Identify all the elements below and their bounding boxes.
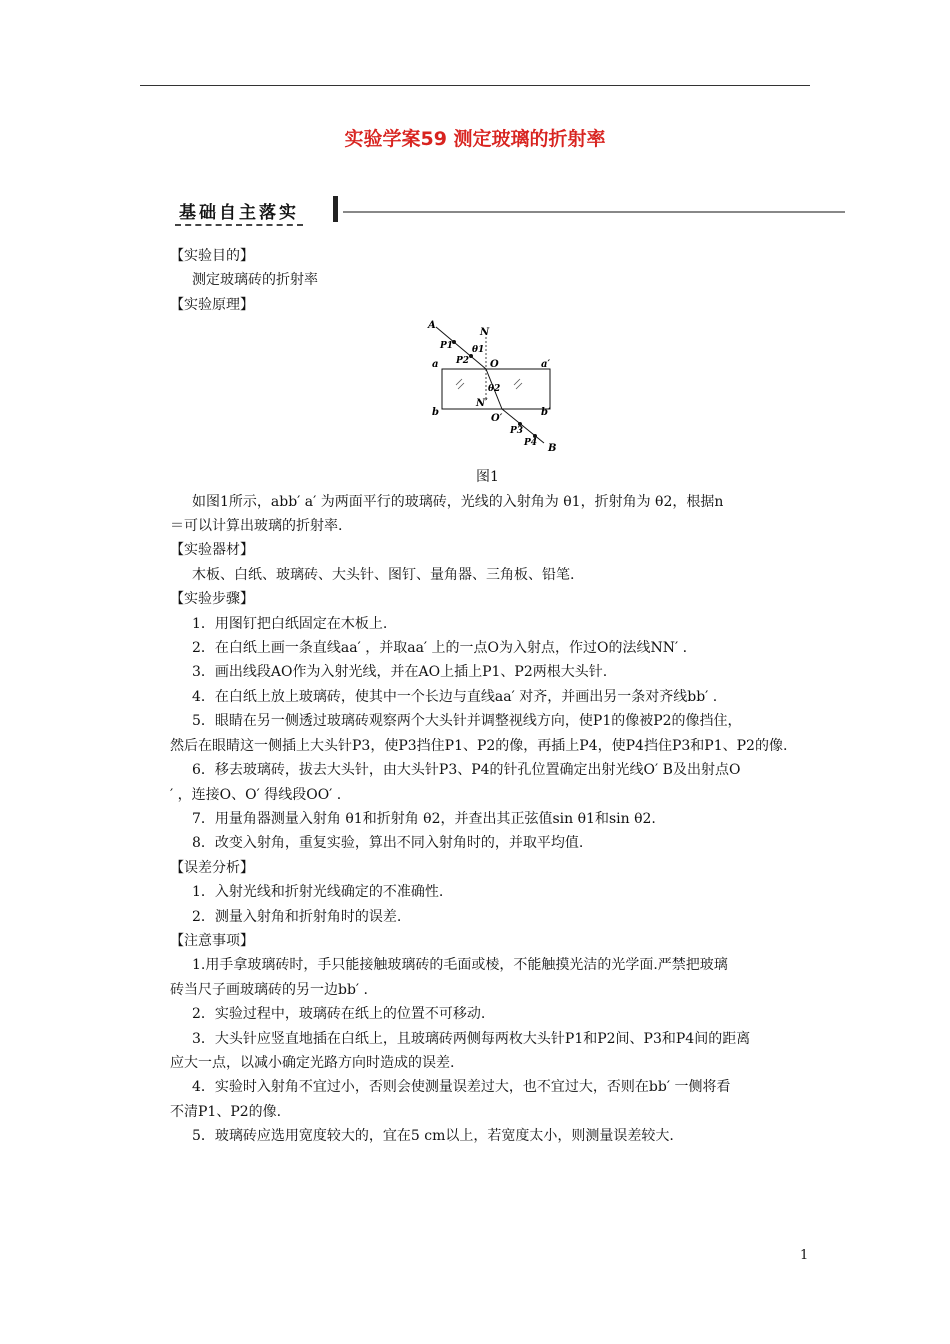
section-banner xyxy=(175,194,845,226)
page-number: 1 xyxy=(800,1248,809,1263)
step-line: 4．在白纸上放上玻璃砖，使其中一个长边与直线aa′ 对齐，并画出另一条对齐线bb′ . xyxy=(192,688,718,705)
error-line: 1．入射光线和折射光线确定的不准确性. xyxy=(192,884,444,901)
label-a-prime: a′ xyxy=(541,359,551,371)
materials-heading: 【实验器材】 xyxy=(170,542,254,559)
label-theta2: θ2 xyxy=(488,384,501,395)
note-line: 砖当尺子画玻璃砖的另一边bb′ . xyxy=(170,981,369,998)
principle-text-2: ＝可以计算出玻璃的折射率. xyxy=(170,518,343,535)
section-bar xyxy=(333,196,338,222)
note-line: 不清P1、P2的像. xyxy=(170,1103,282,1120)
steps-heading: 【实验步骤】 xyxy=(170,591,254,608)
error-line: 2．测量入射角和折射角时的误差. xyxy=(192,908,402,925)
step-line: 8．改变入射角，重复实验，算出不同入射角时的，并取平均值. xyxy=(192,835,584,852)
step-line: 3．画出线段AO作为入射光线，并在AO上插上P1、P2两根大头针. xyxy=(192,664,608,681)
label-b-upper: B xyxy=(548,443,557,454)
header-rule xyxy=(140,85,810,86)
step-line: 6．移去玻璃砖，拔去大头针，由大头针P3、P4的针孔位置确定出射光线O′ B及出射点O xyxy=(192,762,741,779)
label-p2: P2 xyxy=(456,356,470,367)
label-p4: P4 xyxy=(524,438,538,449)
label-theta1: θ1 xyxy=(472,345,485,356)
hatch-mark xyxy=(516,383,522,389)
note-line: 4．实验时入射角不宜过小，否则会使测量误差过大，也不宜过大，否则在bb′ 一侧将看 xyxy=(192,1079,731,1096)
step-line: 然后在眼睛这一侧插上大头针P3，使P3挡住P1、P2的像，再插上P4，使P4挡住P3和P1、P2的像. xyxy=(170,737,788,754)
refraction-figure xyxy=(170,319,815,459)
note-line: 1.用手拿玻璃砖时，手只能接触玻璃砖的毛面或棱，不能触摸光洁的光学面.严禁把玻璃 xyxy=(192,957,728,974)
figure-caption: 图1 xyxy=(476,469,499,486)
principle-text-1: 如图1所示，abb′ a′ 为两面平行的玻璃砖，光线的入射角为 θ1，折射角为 θ2，根据n xyxy=(192,493,724,510)
note-line: 3．大头针应竖直地插在白纸上，且玻璃砖两侧每两枚大头针P1和P2间、P3和P4间的距离 xyxy=(192,1030,751,1047)
note-line: 应大一点，以减小确定光路方向时造成的误差. xyxy=(170,1054,455,1071)
document-body xyxy=(170,244,815,1149)
notes-heading: 【注意事项】 xyxy=(170,932,254,949)
section-label: 基础自主落实 xyxy=(175,198,303,226)
materials-text: 木板、白纸、玻璃砖、大头针、图钉、量角器、三角板、铅笔. xyxy=(192,566,575,583)
principle-heading: 【实验原理】 xyxy=(170,296,254,313)
step-line: 2．在白纸上画一条直线aa′ ，并取aa′ 上的一点O为入射点，作过O的法线NN′ . xyxy=(192,640,688,657)
note-line: 5．玻璃砖应选用宽度较大的，宜在5 cm以上，若宽度太小，则测量误差较大. xyxy=(192,1128,674,1145)
refraction-diagram xyxy=(420,319,560,453)
step-line: 5．眼睛在另一侧透过玻璃砖观察两个大头针并调整视线方向，使P1的像被P2的像挡住， xyxy=(192,713,742,730)
label-n-prime: N′ xyxy=(476,398,488,410)
label-o-prime: O′ xyxy=(491,413,503,425)
note-line: 2．实验过程中，玻璃砖在纸上的位置不可移动. xyxy=(192,1006,486,1023)
hatch-mark xyxy=(514,379,520,385)
label-a: a xyxy=(432,359,439,371)
label-p1: P1 xyxy=(440,341,454,352)
section-line xyxy=(343,211,845,213)
label-o: O xyxy=(490,359,499,371)
step-line: ′ ，连接O、O′ 得线段OO′ . xyxy=(170,786,342,803)
purpose-heading: 【实验目的】 xyxy=(170,248,254,264)
page-title: 实验学案59 测定玻璃的折射率 xyxy=(344,128,606,150)
label-p3: P3 xyxy=(510,426,524,437)
label-b: b xyxy=(432,407,439,419)
hatch-mark xyxy=(456,379,462,385)
label-n: N xyxy=(480,327,490,339)
error-heading: 【误差分析】 xyxy=(170,859,254,876)
step-line: 1．用图钉把白纸固定在木板上. xyxy=(192,615,388,632)
step-line: 7．用量角器测量入射角 θ1和折射角 θ2，并查出其正弦值sin θ1和sin θ2. xyxy=(192,810,656,827)
purpose-text: 测定玻璃砖的折射率 xyxy=(192,272,318,289)
label-a-upper: A xyxy=(428,320,436,332)
hatch-mark xyxy=(458,383,464,389)
label-b-prime: b′ xyxy=(541,407,551,419)
